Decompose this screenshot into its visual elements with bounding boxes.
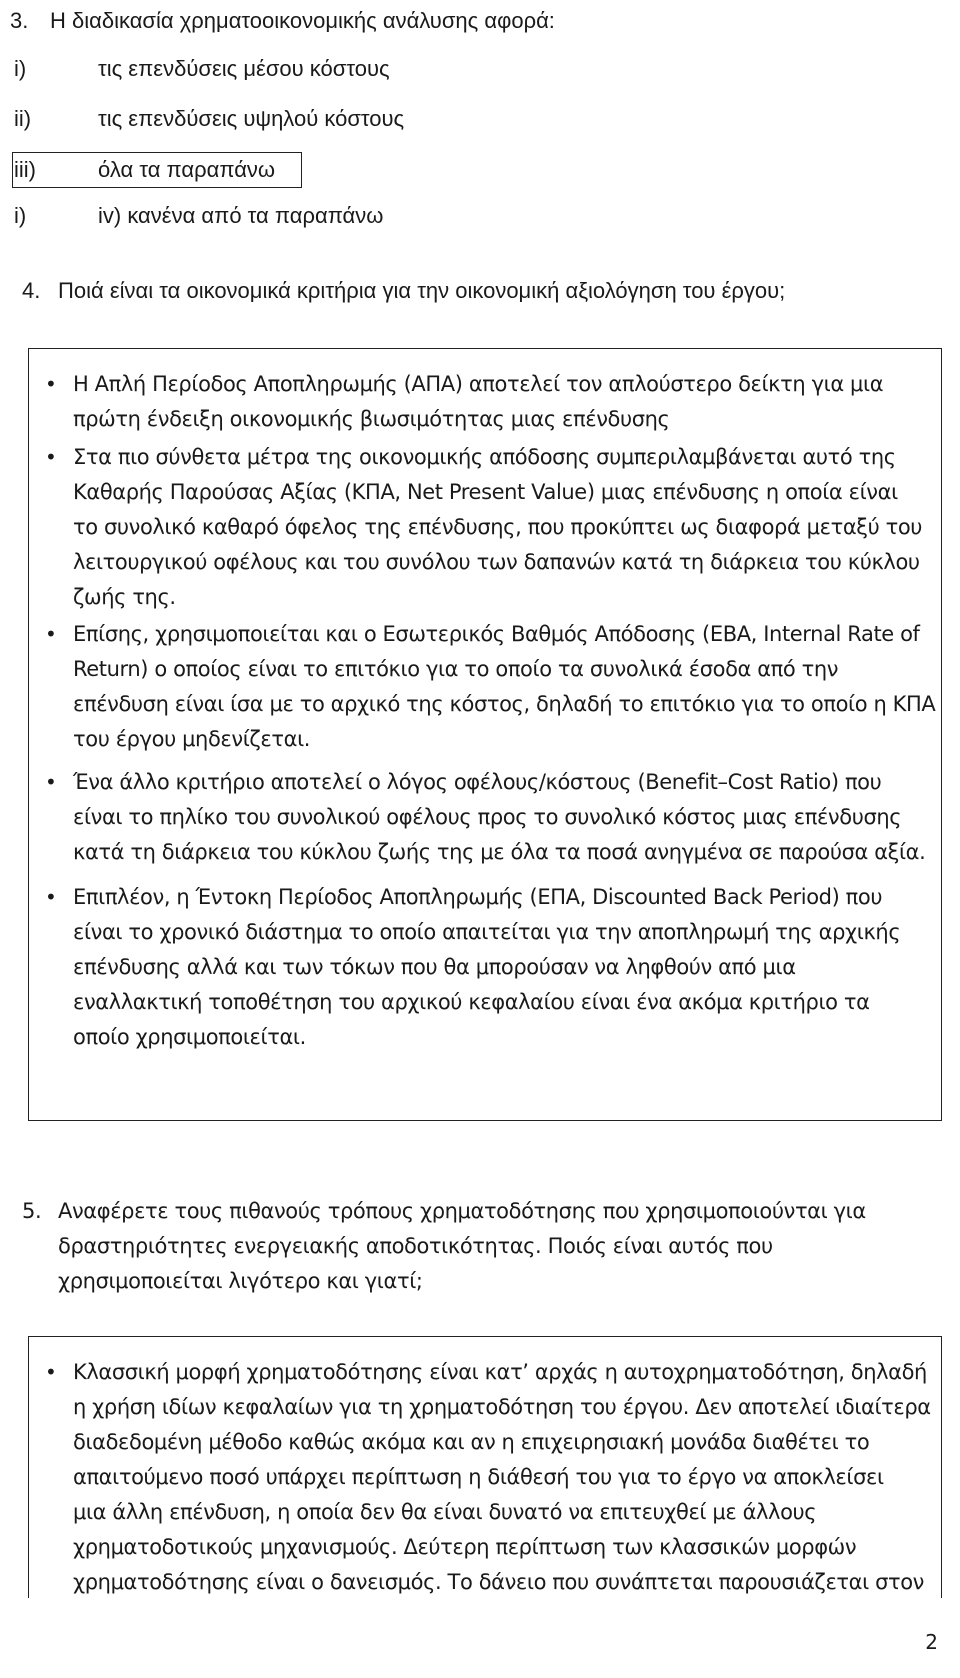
text-line: Στα πιο σύνθετα μέτρα της οικονομικής απόδοσης συμπεριλαμβάνεται αυτό της <box>73 445 896 469</box>
q3-option-3-roman: iii) <box>14 157 36 182</box>
text-line: Επιπλέον, η Έντοκη Περίοδος Αποπληρωμής (ΕΠΑ, Discounted Back Period) που <box>73 885 883 909</box>
text-line: Ένα άλλο κριτήριο αποτελεί ο λόγος οφέλους/κόστους (Benefit–Cost Ratio) που <box>73 770 882 794</box>
text-line: επένδυσης αλλά και των τόκων που θα μπορούσαν να ληφθούν από μια <box>73 955 796 979</box>
q3-option-3-text: όλα τα παραπάνω <box>98 157 276 182</box>
text-line: Επίσης, χρησιμοποιείται και ο Εσωτερικός Βαθμός Απόδοσης (ΕΒΑ, Internal Rate of <box>73 622 920 646</box>
q3-option-2-roman: ii) <box>14 106 32 131</box>
q3-option-1-roman: i) <box>14 56 27 81</box>
text-line: Η Απλή Περίοδος Αποπληρωμής (ΑΠΑ) αποτελεί τον απλούστερο δείκτη για μια <box>73 372 884 396</box>
page-number: 2 <box>925 1630 938 1654</box>
q3-option-4-text: iv) κανένα από τα παραπάνω <box>98 203 384 228</box>
q4-number: 4. <box>22 278 41 303</box>
bullet-icon: • <box>45 372 57 396</box>
q5-answer-box <box>28 1336 942 1598</box>
text-line: του έργου μηδενίζεται. <box>73 727 311 751</box>
q5-number: 5. <box>22 1199 42 1223</box>
text-line: χρησιμοποιείται λιγότερο και γιατί; <box>58 1269 423 1293</box>
bullet-icon: • <box>45 622 57 646</box>
text-line: Αναφέρετε τους πιθανούς τρόπους χρηματοδότησης που χρησιμοποιούνται για <box>58 1199 866 1223</box>
q3-option-1-text: τις επενδύσεις μέσου κόστους <box>98 56 390 81</box>
text-line: χρηματοδότησης είναι ο δανεισμός. Το δάνειο που συνάπτεται παρουσιάζεται στον <box>73 1570 924 1594</box>
q4-answer-bullet-5 <box>73 884 958 1050</box>
text-line: εναλλακτική τοποθέτηση του αρχικού κεφαλαίου είναι ένα ακόμα κριτήριο τα <box>73 990 870 1014</box>
text-line: Καθαρής Παρούσας Αξίας (ΚΠΑ, Net Present Value) μιας επένδυσης η οποία είναι <box>73 480 898 504</box>
text-line: είναι το χρονικό διάστημα το οποίο απαιτείται για την αποπληρωμή της αρχικής <box>73 920 901 944</box>
text-line: Return) ο οποίος είναι το επιτόκιο για το οποίο τα συνολικά έσοδα από την <box>73 657 839 681</box>
text-line: χρηματοδοτικούς μηχανισμούς. Δεύτερη περίπτωση των κλασσικών μορφών <box>73 1535 857 1559</box>
text-line: οποίο χρησιμοποιείται. <box>73 1025 306 1049</box>
q4-answer-bullet-1 <box>73 371 958 432</box>
text-line: πρώτη ένδειξη οικονομικής βιωσιμότητας μιας επένδυσης <box>73 407 670 431</box>
text-line: απαιτούμενο ποσό υπάρχει περίπτωση η διάθεσή του για το έργο να αποκλείσει <box>73 1465 884 1489</box>
text-line: δραστηριότητες ενεργειακής αποδοτικότητας. Ποιός είναι αυτός που <box>58 1234 773 1258</box>
bullet-icon: • <box>45 1360 57 1384</box>
q4-answer-bullet-2 <box>73 444 958 610</box>
text-line: το συνολικό καθαρό όφελος της επένδυσης, που προκύπτει ως διαφορά μεταξύ του <box>73 515 923 539</box>
text-line: λειτουργικού οφέλους και του συνόλου των δαπανών κατά τη διάρκεια του κύκλου <box>73 550 920 574</box>
q5-answer-bullet-1 <box>73 1359 958 1595</box>
q3-number: 3. <box>10 8 29 33</box>
q5-text <box>58 1198 943 1294</box>
text-line: μια άλλη επένδυση, η οποία δεν θα είναι δυνατό να επιτευχθεί με άλλους <box>73 1500 817 1524</box>
q3-option-2-text: τις επενδύσεις υψηλού κόστους <box>98 106 405 131</box>
text-line: Κλασσική μορφή χρηματοδότησης είναι κατ’ αρχάς η αυτοχρηματοδότηση, δηλαδή <box>73 1360 927 1384</box>
q4-text: Ποιά είναι τα οικονομικά κριτήρια για την οικονομική αξιολόγηση του έργου; <box>58 278 786 303</box>
q3-option-4-roman: i) <box>14 203 27 228</box>
text-line: κατά τη διάρκεια του κύκλου ζωής της με όλα τα ποσά ανηγμένα σε παρούσα αξία. <box>73 840 926 864</box>
q4-answer-bullet-4 <box>73 769 958 865</box>
text-line: είναι το πηλίκο του συνολικού οφέλους προς το συνολικό κόστος μιας επένδυσης <box>73 805 902 829</box>
q3-text: Η διαδικασία χρηματοοικονομικής ανάλυσης αφορά: <box>50 8 555 33</box>
text-line: διαδεδομένη μέθοδο καθώς ακόμα και αν η επιχειρησιακή μονάδα διαθέτει το <box>73 1430 870 1454</box>
text-line: επένδυση είναι ίσα με το αρχικό της κόστος, δηλαδή το επιτόκιο για το οποίο η ΚΠΑ <box>73 692 936 716</box>
text-line: ζωής της. <box>73 585 176 609</box>
bullet-icon: • <box>45 885 57 909</box>
bullet-icon: • <box>45 770 57 794</box>
text-line: η χρήση ιδίων κεφαλαίων για τη χρηματοδότηση του έργου. Δεν αποτελεί ιδιαίτερα <box>73 1395 931 1419</box>
bullet-icon: • <box>45 445 57 469</box>
q4-answer-box <box>28 348 942 1121</box>
q4-answer-bullet-3 <box>73 621 958 752</box>
